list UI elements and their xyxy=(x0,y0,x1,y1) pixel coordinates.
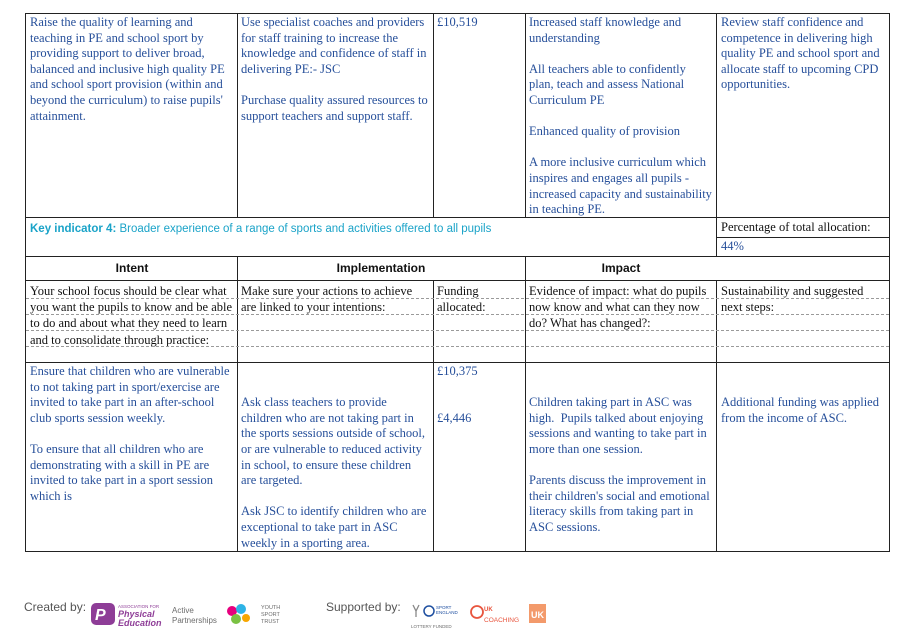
youth-sport-trust-logo xyxy=(224,601,288,631)
sport-england-line1: SPORT xyxy=(436,605,452,610)
grid-line xyxy=(237,13,238,218)
afpe-logo-graphic xyxy=(90,600,170,628)
uk-coaching-logo xyxy=(470,604,520,628)
grid-line xyxy=(525,13,526,218)
impact-cell-2: Children taking part in ASC was high. Pupils talked about enjoying sessions and wanting to take part in more than one session. Parents discuss the improvement in their children's social and emotional literacy skills from taking part in ASC sessions. xyxy=(529,395,710,534)
grid-line xyxy=(25,217,890,218)
prompt-implementation: Make sure your actions to achieve are linked to your intentions: xyxy=(241,284,416,315)
sport-england-graphic xyxy=(409,601,461,631)
uk-badge-logo xyxy=(528,603,548,625)
key-indicator-row xyxy=(26,218,716,238)
grid-line xyxy=(716,237,890,238)
afpe-logo xyxy=(90,600,170,628)
grid-line xyxy=(716,13,717,257)
uk-coaching-line1: UK xyxy=(484,607,493,613)
dashed-divider xyxy=(26,346,889,347)
created-by-label: Created by: xyxy=(24,600,87,614)
prompt-sustainability: Sustainability and suggested next steps: xyxy=(721,284,867,315)
dashed-divider xyxy=(26,330,889,331)
header-implementation: Implementation xyxy=(336,261,426,275)
afpe-logo-line1: Physical xyxy=(118,609,155,619)
dashed-divider xyxy=(26,298,889,299)
uk-coaching-line2: COACHING xyxy=(484,617,520,624)
header-intent: Intent xyxy=(115,261,149,275)
uk-coaching-graphic xyxy=(470,604,520,628)
grid-line xyxy=(525,256,526,552)
active-partnerships-logo xyxy=(172,604,222,626)
grid-line xyxy=(25,13,26,552)
key-indicator-label: Key indicator 4: xyxy=(30,223,117,235)
svg-text:P: P xyxy=(95,607,106,624)
grid-line xyxy=(25,551,890,552)
grid-line xyxy=(433,13,434,218)
percentage-label: Percentage of total allocation: xyxy=(721,220,871,234)
grid-line xyxy=(237,256,238,552)
grid-line xyxy=(25,13,890,14)
yst-graphic xyxy=(224,601,288,631)
percentage-value: 44% xyxy=(721,239,744,253)
grid-line xyxy=(433,280,434,552)
sustainability-cell-1: Review staff confidence and competence in delivering high quality PE and school sport and allocate staff to upcoming CPD opportunities. xyxy=(721,15,883,92)
afpe-logo-line2: Education xyxy=(118,618,162,628)
afpe-logo-top: ASSOCIATION FOR xyxy=(118,604,160,609)
sport-england-line2: ENGLAND xyxy=(436,610,458,615)
intent-cell-1: Raise the quality of learning and teaching in PE and school sport by providing support to deliver broad, balanced and inclusive high quality PE and school sport provision (within and beyond the curriculum) to raise pupils' attainment. xyxy=(30,15,228,123)
intent-cell-2: Ensure that children who are vulnerable to not taking part in sport/exercise are invited to take part in an after-school club sports session weekly. To ensure that all children who are demonstrating with a skill in PE are invited to take part in a sport session which is xyxy=(30,364,230,503)
dashed-divider xyxy=(26,314,889,315)
key-indicator-text: Broader experience of a range of sports and activities offered to all pupils xyxy=(116,223,492,235)
header-impact: Impact xyxy=(601,261,641,275)
yst-line2: SPORT xyxy=(261,612,280,618)
funding-cell-2: £10,375 £4,446 xyxy=(437,364,478,425)
prompt-funding: Funding allocated: xyxy=(437,284,486,315)
grid-line xyxy=(25,280,890,281)
active-logo-line2: Partnerships xyxy=(172,616,217,625)
active-partnerships-graphic xyxy=(172,604,222,626)
implementation-cell-2: Ask class teachers to provide children who are not taking part in the sports sessions outside of school, or are vulnerable to reduced activity in school, to ensure these children are targeted. Ask JSC to identify children who are exceptional to take part in ASC weekly in a sporting area. xyxy=(241,395,427,550)
grid-line xyxy=(889,13,890,552)
supported-by-label: Supported by: xyxy=(326,600,401,614)
sport-england-logo xyxy=(409,601,461,631)
lottery-funded-text: LOTTERY FUNDED xyxy=(411,624,452,629)
sustainability-cell-2: Additional funding was applied from the income of ASC. xyxy=(721,395,879,425)
active-logo-line1: Active xyxy=(172,606,194,615)
uk-badge-graphic xyxy=(528,603,548,625)
uk-badge-text: UK xyxy=(531,610,544,620)
implementation-cell-1: Use specialist coaches and providers for staff training to increase the knowledge and confidence of staff in delivering PE:- JSC Purchase quality assured resources to support teachers and support staff. xyxy=(241,15,428,123)
prompt-impact: Evidence of impact: what do pupils now know and what can they now do? What has changed?: xyxy=(529,284,710,331)
prompt-intent: Your school focus should be clear what you want the pupils to know and be able to do and about what they need to learn and to consolidate through practice: xyxy=(30,284,236,347)
funding-cell-1: £10,519 xyxy=(437,15,478,29)
yst-line3: TRUST xyxy=(261,619,280,625)
yst-line1: YOUTH xyxy=(261,605,281,611)
impact-cell-1: Increased staff knowledge and understanding All teachers able to confidently plan, teach and assess National Curriculum PE Enhanced quality of provision A more inclusive curriculum which inspires and engages all pupils - increased capacity and sustainability in teaching PE. xyxy=(529,15,712,217)
grid-line xyxy=(25,362,890,363)
grid-line xyxy=(716,280,717,552)
grid-line xyxy=(25,256,890,257)
